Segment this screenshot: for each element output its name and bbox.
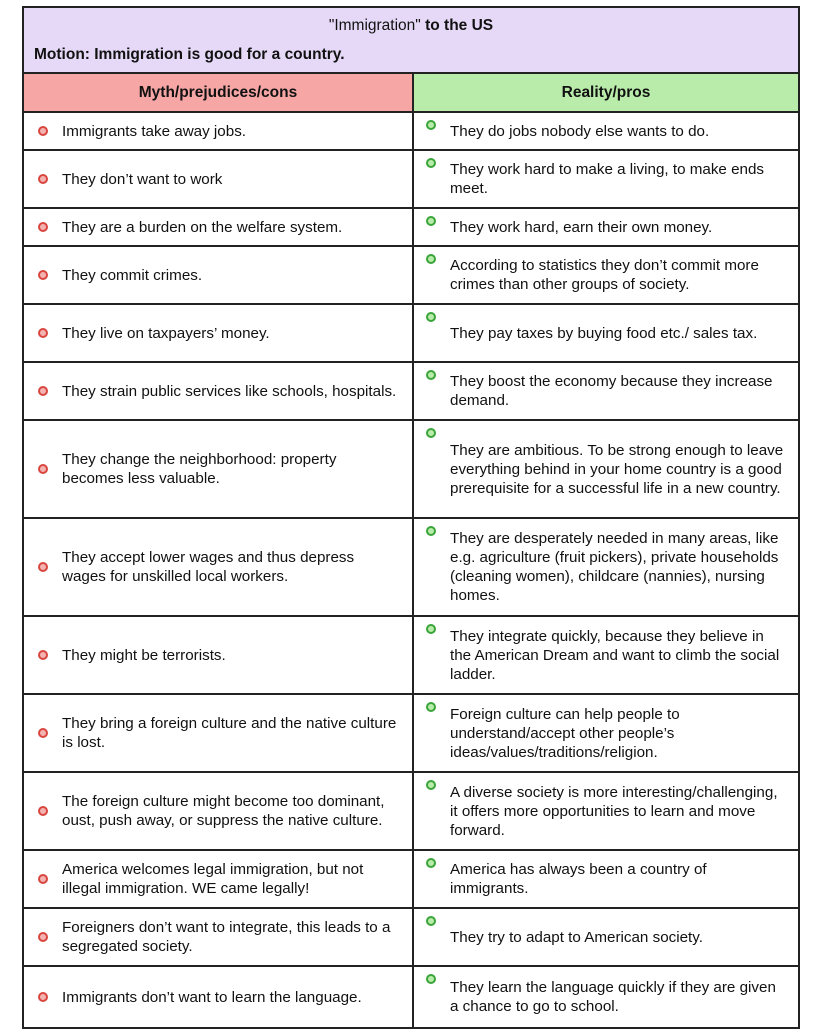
red-bullet-icon xyxy=(38,464,48,474)
reality-text: They are ambitious. To be strong enough to leave everything behind in your home country is a good prerequisite for a successful life in a new country. xyxy=(450,441,784,497)
reality-cell xyxy=(414,773,798,849)
red-bullet-icon xyxy=(38,650,48,660)
reality-cell xyxy=(414,519,798,615)
reality-cell xyxy=(414,851,798,907)
reality-cell xyxy=(414,113,798,149)
red-bullet-icon xyxy=(38,728,48,738)
reality-cell xyxy=(414,967,798,1027)
table-row xyxy=(24,695,798,773)
myth-cell xyxy=(24,421,414,517)
table-row xyxy=(24,305,798,363)
reality-text: A diverse society is more interesting/challenging, it offers more opportunities to learn and move forward. xyxy=(450,783,778,839)
green-bullet-icon xyxy=(426,702,436,712)
reality-cell xyxy=(414,305,798,361)
myth-text: They are a burden on the welfare system. xyxy=(62,218,343,236)
table-row xyxy=(24,617,798,695)
myth-text: They strain public services like schools, hospitals. xyxy=(62,382,397,400)
green-bullet-icon xyxy=(426,312,436,322)
green-bullet-icon xyxy=(426,780,436,790)
reality-text: They boost the economy because they increase demand. xyxy=(450,373,773,409)
red-bullet-icon xyxy=(38,126,48,136)
myth-text: Immigrants don’t want to learn the language. xyxy=(62,988,362,1006)
reality-cell xyxy=(414,695,798,771)
green-bullet-icon xyxy=(426,428,436,438)
myth-cell xyxy=(24,695,414,771)
myth-text: The foreign culture might become too dominant, oust, push away, or suppress the native culture. xyxy=(62,793,385,829)
table-body xyxy=(24,113,798,1027)
table-row xyxy=(24,909,798,967)
table-row xyxy=(24,363,798,421)
table-row xyxy=(24,151,798,209)
green-bullet-icon xyxy=(426,624,436,634)
green-bullet-icon xyxy=(426,858,436,868)
reality-text: They learn the language quickly if they are given a chance to go to school. xyxy=(450,979,776,1015)
reality-text: Foreign culture can help people to understand/accept other people’s ideas/values/traditions/religion. xyxy=(450,705,680,761)
myth-cell xyxy=(24,209,414,245)
reality-text: According to statistics they don’t commit more crimes than other groups of society. xyxy=(450,257,759,293)
myth-text: Immigrants take away jobs. xyxy=(62,122,247,140)
myth-text: Foreigners don’t want to integrate, this leads to a segregated society. xyxy=(62,919,391,955)
title-box xyxy=(24,8,798,74)
myth-cell xyxy=(24,773,414,849)
debate-table xyxy=(22,6,800,1029)
table-row xyxy=(24,519,798,617)
reality-text: They do jobs nobody else wants to do. xyxy=(450,122,710,140)
red-bullet-icon xyxy=(38,174,48,184)
myth-cell xyxy=(24,305,414,361)
myth-cell xyxy=(24,617,414,693)
reality-cell xyxy=(414,247,798,303)
red-bullet-icon xyxy=(38,562,48,572)
green-bullet-icon xyxy=(426,370,436,380)
red-bullet-icon xyxy=(38,386,48,396)
reality-cell xyxy=(414,151,798,207)
table-row xyxy=(24,421,798,519)
reality-cell xyxy=(414,909,798,965)
column-header-reality: Reality/pros xyxy=(414,74,798,111)
red-bullet-icon xyxy=(38,270,48,280)
reality-text: They pay taxes by buying food etc./ sales tax. xyxy=(450,324,758,342)
green-bullet-icon xyxy=(426,158,436,168)
red-bullet-icon xyxy=(38,806,48,816)
green-bullet-icon xyxy=(426,974,436,984)
green-bullet-icon xyxy=(426,916,436,926)
red-bullet-icon xyxy=(38,328,48,338)
myth-text: They accept lower wages and thus depress wages for unskilled local workers. xyxy=(62,549,355,585)
myth-text: They change the neighborhood: property becomes less valuable. xyxy=(62,451,337,487)
reality-cell xyxy=(414,363,798,419)
reality-text: America has always been a country of immigrants. xyxy=(450,861,707,897)
myth-text: They might be terrorists. xyxy=(62,646,226,664)
column-header-myth: Myth/prejudices/cons xyxy=(24,74,414,111)
myth-cell xyxy=(24,151,414,207)
myth-text: They commit crimes. xyxy=(62,266,203,284)
green-bullet-icon xyxy=(426,254,436,264)
red-bullet-icon xyxy=(38,932,48,942)
page-title: "Immigration" to the US xyxy=(328,17,494,34)
green-bullet-icon xyxy=(426,526,436,536)
myth-cell xyxy=(24,967,414,1027)
motion-statement: Motion: Immigration is good for a country. xyxy=(34,46,345,63)
red-bullet-icon xyxy=(38,992,48,1002)
myth-cell xyxy=(24,519,414,615)
reality-text: They work hard, earn their own money. xyxy=(450,218,713,236)
myth-text: They bring a foreign culture and the native culture is lost. xyxy=(62,715,397,751)
myth-cell xyxy=(24,247,414,303)
myth-cell xyxy=(24,113,414,149)
table-row xyxy=(24,851,798,909)
table-row xyxy=(24,209,798,247)
reality-cell xyxy=(414,209,798,245)
myth-cell xyxy=(24,363,414,419)
red-bullet-icon xyxy=(38,222,48,232)
table-row xyxy=(24,113,798,151)
reality-cell xyxy=(414,421,798,517)
reality-text: They are desperately needed in many areas, like e.g. agriculture (fruit pickers), private households (cleaning women), childcare (nannies), nursing homes. xyxy=(450,530,779,604)
reality-text: They integrate quickly, because they believe in the American Dream and want to climb the social ladder. xyxy=(450,627,780,683)
reality-cell xyxy=(414,617,798,693)
myth-text: America welcomes legal immigration, but not illegal immigration. WE came legally! xyxy=(62,861,364,897)
myth-cell xyxy=(24,851,414,907)
myth-text: They don’t want to work xyxy=(62,170,223,188)
table-row xyxy=(24,967,798,1027)
myth-text: They live on taxpayers’ money. xyxy=(62,324,270,342)
table-row xyxy=(24,773,798,851)
reality-text: They try to adapt to American society. xyxy=(450,928,703,946)
table-row xyxy=(24,247,798,305)
green-bullet-icon xyxy=(426,216,436,226)
red-bullet-icon xyxy=(38,874,48,884)
green-bullet-icon xyxy=(426,120,436,130)
myth-cell xyxy=(24,909,414,965)
reality-text: They work hard to make a living, to make ends meet. xyxy=(450,161,765,197)
column-header-row xyxy=(24,74,798,113)
